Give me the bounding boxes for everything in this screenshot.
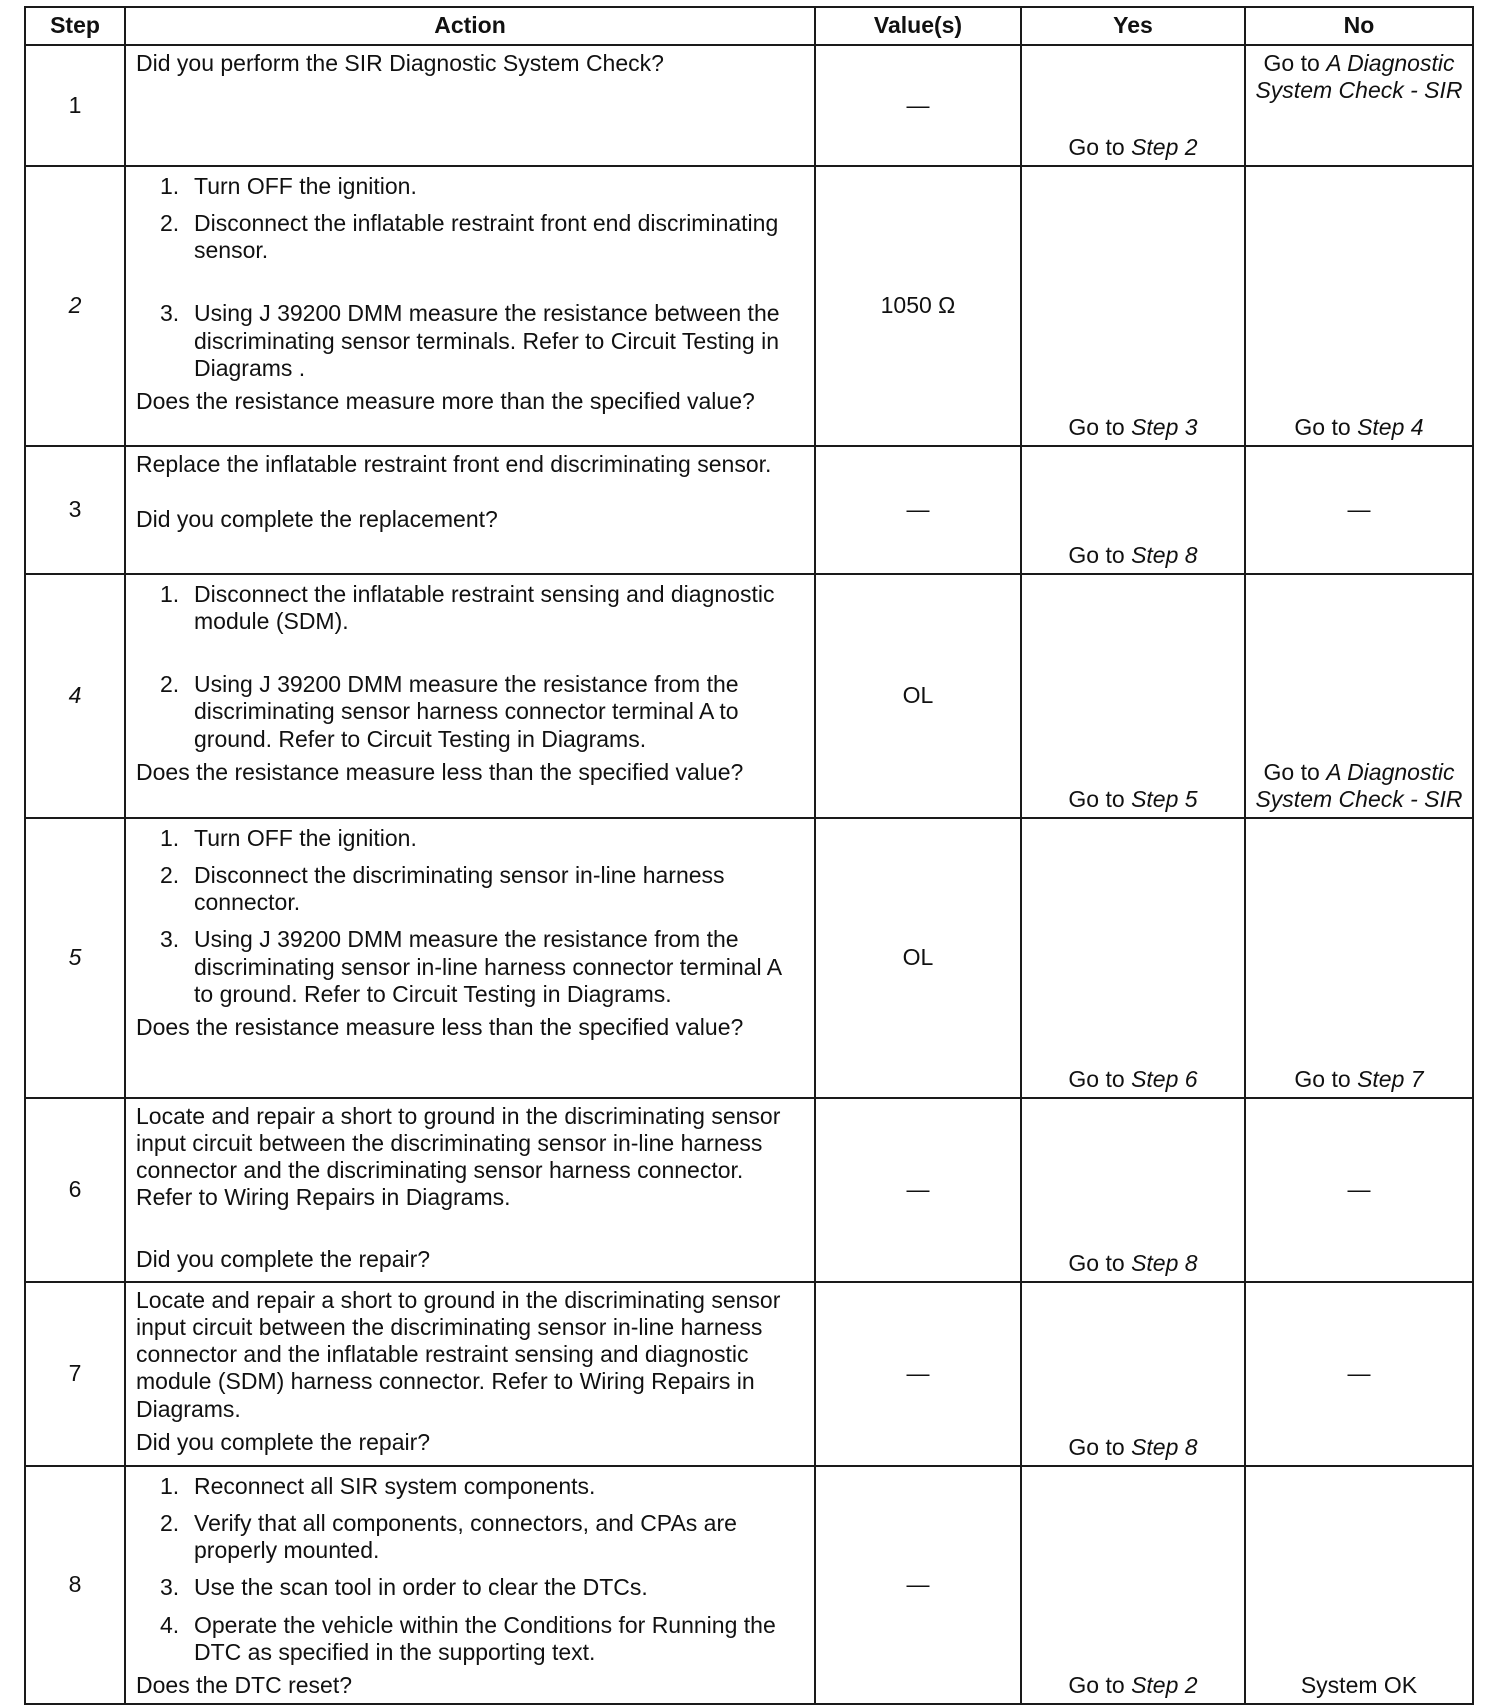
value-cell: — <box>815 1282 1021 1466</box>
list-item: 2. Using J 39200 DMM measure the resistance from the discriminating sensor harness connector terminal A to ground. Refer to Circuit Testing in Diagrams. <box>160 671 739 752</box>
table-row-step-7 <box>25 1282 1473 1466</box>
yes-link[interactable]: Step 2 <box>1131 1671 1198 1698</box>
action-question: Did you complete the repair? <box>136 1245 431 1272</box>
no-link[interactable]: Step 7 <box>1357 1065 1424 1092</box>
step-number: 8 <box>25 1466 125 1704</box>
no-cell: Go to Step 7 <box>1245 818 1473 1098</box>
value-cell: — <box>815 1098 1021 1282</box>
list-item: 2. Verify that all components, connectors, and CPAs are properly mounted. <box>160 1510 737 1564</box>
table-row-step-3 <box>25 446 1473 574</box>
action-question: Did you complete the replacement? <box>136 506 498 533</box>
table-row-step-6 <box>25 1098 1473 1282</box>
step-number: 2 <box>25 166 125 446</box>
value-cell: OL <box>815 818 1021 1098</box>
diagnostic-table <box>24 6 1474 1705</box>
no-cell: — <box>1245 1098 1473 1282</box>
action-cell <box>125 574 815 818</box>
value-cell: — <box>815 1466 1021 1704</box>
no-link[interactable]: A Diagnostic System Check - SIR <box>1255 50 1463 104</box>
step-number: 7 <box>25 1282 125 1466</box>
table-row-step-5 <box>25 818 1473 1098</box>
header-row <box>25 7 1473 45</box>
yes-link[interactable]: Step 6 <box>1131 1065 1198 1092</box>
list-item: 1. Reconnect all SIR system components. <box>160 1473 596 1499</box>
list-item: 4. Operate the vehicle within the Conditions for Running the DTC as specified in the supporting text. <box>160 1611 776 1665</box>
yes-cell: Go to Step 8 <box>1021 1282 1245 1466</box>
list-item: 1. Turn OFF the ignition. <box>160 173 417 199</box>
yes-link[interactable]: Step 8 <box>1131 541 1198 568</box>
table-row-step-1 <box>25 45 1473 166</box>
list-item: 2. Disconnect the inflatable restraint front end discriminating sensor. <box>160 210 779 264</box>
table-row-step-2 <box>25 166 1473 446</box>
value-cell: 1050 Ω <box>815 166 1021 446</box>
action-text: Locate and repair a short to ground in the discriminating sensor input circuit between the discriminating sensor in-line harness connector and the inflatable restraint sensing and diagnostic module (SDM) harness connector. Refer to Wiring Repairs in Diagrams. <box>136 1287 781 1422</box>
action-steps <box>136 825 804 1008</box>
list-item: 1. Disconnect the inflatable restraint sensing and diagnostic module (SDM). <box>160 581 775 635</box>
header-yes: Yes <box>1021 7 1245 45</box>
action-steps <box>136 173 804 382</box>
no-cell: Go to A Diagnostic System Check - SIR <box>1245 574 1473 818</box>
action-question: Does the DTC reset? <box>136 1671 353 1698</box>
yes-cell: Go to Step 8 <box>1021 1098 1245 1282</box>
action-text: Locate and repair a short to ground in the discriminating sensor input circuit between the discriminating sensor in-line harness connector and the discriminating sensor harness connector. Refer to Wiring Repairs in Diagrams. <box>136 1103 781 1211</box>
yes-link[interactable]: Step 5 <box>1131 785 1198 812</box>
action-steps <box>136 1473 804 1666</box>
step-number: 1 <box>25 45 125 166</box>
yes-cell: Go to Step 5 <box>1021 574 1245 818</box>
value-cell: — <box>815 45 1021 166</box>
yes-link[interactable]: Step 2 <box>1131 133 1198 160</box>
list-item: 3. Using J 39200 DMM measure the resistance between the discriminating sensor terminals. Refer to Circuit Testing in Diagrams . <box>160 300 780 381</box>
list-item: 1. Turn OFF the ignition. <box>160 825 417 851</box>
yes-cell: Go to Step 3 <box>1021 166 1245 446</box>
table-row-step-4 <box>25 574 1473 818</box>
table-row-step-8 <box>25 1466 1473 1704</box>
no-cell: System OK <box>1245 1466 1473 1704</box>
action-steps <box>136 581 804 753</box>
action-question: Did you perform the SIR Diagnostic System Check? <box>136 50 664 76</box>
header-no: No <box>1245 7 1473 45</box>
action-cell <box>125 1466 815 1704</box>
no-link[interactable]: Step 4 <box>1357 413 1424 440</box>
action-cell <box>125 1098 815 1282</box>
action-question: Did you complete the repair? <box>136 1428 431 1455</box>
action-cell <box>125 1282 815 1466</box>
yes-link[interactable]: Step 3 <box>1131 413 1198 440</box>
list-item: 2. Disconnect the discriminating sensor in-line harness connector. <box>160 862 725 916</box>
no-cell: — <box>1245 1282 1473 1466</box>
step-number: 6 <box>25 1098 125 1282</box>
step-number: 4 <box>25 574 125 818</box>
value-cell: — <box>815 446 1021 574</box>
no-link[interactable]: A Diagnostic System Check - SIR <box>1255 758 1463 812</box>
yes-link[interactable]: Step 8 <box>1131 1249 1198 1276</box>
action-question: Does the resistance measure less than the specified value? <box>136 758 744 785</box>
no-cell: Go to A Diagnostic System Check - SIR <box>1245 45 1473 166</box>
action-text: Replace the inflatable restraint front end discriminating sensor. <box>136 451 772 477</box>
header-step: Step <box>25 7 125 45</box>
yes-cell: Go to Step 2 <box>1021 45 1245 166</box>
action-question: Does the resistance measure more than the specified value? <box>136 387 755 414</box>
step-number: 5 <box>25 818 125 1098</box>
value-cell: OL <box>815 574 1021 818</box>
yes-cell: Go to Step 6 <box>1021 818 1245 1098</box>
action-cell <box>125 818 815 1098</box>
header-values: Value(s) <box>815 7 1021 45</box>
no-cell: — <box>1245 446 1473 574</box>
action-question: Does the resistance measure less than the specified value? <box>136 1013 744 1040</box>
action-cell <box>125 446 815 574</box>
action-cell <box>125 45 815 166</box>
yes-cell: Go to Step 8 <box>1021 446 1245 574</box>
step-number: 3 <box>25 446 125 574</box>
header-action: Action <box>125 7 815 45</box>
yes-cell: Go to Step 2 <box>1021 1466 1245 1704</box>
no-cell: Go to Step 4 <box>1245 166 1473 446</box>
list-item: 3. Use the scan tool in order to clear the DTCs. <box>160 1574 648 1601</box>
yes-link[interactable]: Step 8 <box>1131 1433 1198 1460</box>
action-cell <box>125 166 815 446</box>
list-item: 3. Using J 39200 DMM measure the resistance from the discriminating sensor in-line harness connector terminal A to ground. Refer to Circuit Testing in Diagrams. <box>160 926 781 1007</box>
